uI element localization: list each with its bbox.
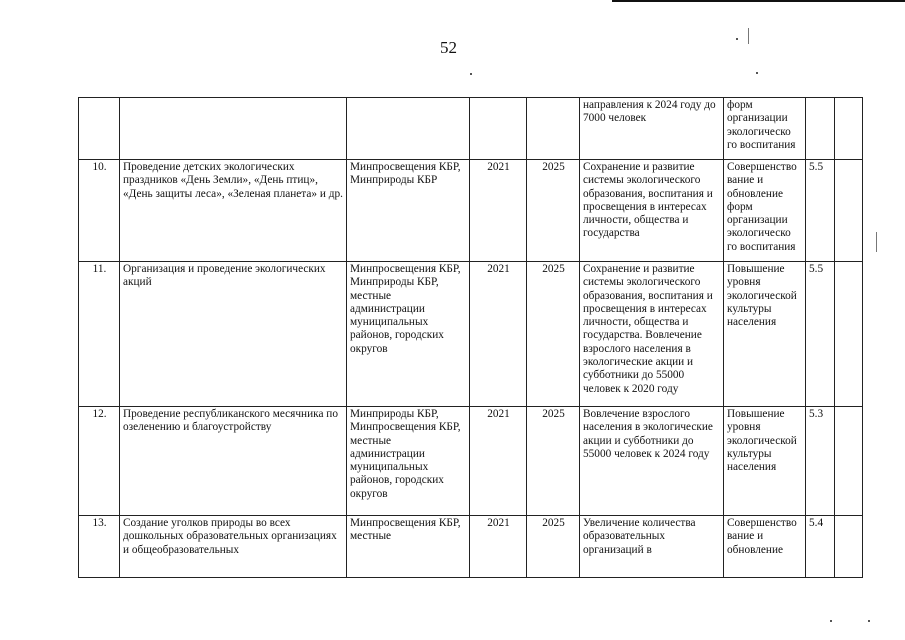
cell-start-year: 2021 [470, 516, 527, 578]
cell-end-year [527, 98, 580, 160]
cell-end-year: 2025 [527, 516, 580, 578]
table-row [79, 98, 863, 160]
scan-speck [736, 38, 738, 40]
cell-code [806, 98, 835, 160]
cell-executors: Минпросвещения КБР, местные [347, 516, 470, 578]
table-row [79, 262, 863, 407]
scan-mark [748, 28, 749, 44]
cell-empty [835, 160, 863, 262]
cell-end-year: 2025 [527, 160, 580, 262]
scan-speck [830, 620, 832, 622]
cell-empty [835, 516, 863, 578]
cell-executors [347, 98, 470, 160]
cell-activity: Организация и проведение экологических акций [120, 262, 347, 407]
cell-indicator: Совершенство вание и обновление [724, 516, 806, 578]
cell-result: Увеличение количества образовательных организаций в [580, 516, 724, 578]
cell-result: Сохранение и развитие системы экологического образования, воспитания и просвещения в интересах личности, общества и государства. Вовлечение взрослого населения в экологические акции и субботники до 55000 человек к 2020 году [580, 262, 724, 407]
cell-start-year [470, 98, 527, 160]
cell-code: 5.5 [806, 262, 835, 407]
top-rule [612, 0, 905, 2]
cell-result: Вовлечение взрослого населения в экологические акции и субботники до 55000 человек к 2024 году [580, 407, 724, 516]
scan-speck [868, 620, 870, 622]
cell-activity: Создание уголков природы во всех дошкольных образовательных организациях и общеобразовательных [120, 516, 347, 578]
cell-end-year: 2025 [527, 262, 580, 407]
cell-indicator: Повышение уровня экологической культуры населения [724, 407, 806, 516]
cell-end-year: 2025 [527, 407, 580, 516]
cell-indicator: Повышение уровня экологической культуры населения [724, 262, 806, 407]
cell-number: 11. [79, 262, 120, 407]
page-number: 52 [440, 38, 457, 57]
activities-table [78, 97, 863, 578]
table-row [79, 160, 863, 262]
cell-number: 12. [79, 407, 120, 516]
cell-number: 10. [79, 160, 120, 262]
scan-speck [756, 72, 758, 74]
cell-activity: Проведение детских экологических праздников «День Земли», «День птиц», «День защиты леса», «Зеленая планета» и др. [120, 160, 347, 262]
table-row [79, 516, 863, 578]
cell-number: 13. [79, 516, 120, 578]
cell-start-year: 2021 [470, 262, 527, 407]
cell-result: Сохранение и развитие системы экологического образования, воспитания и просвещения в интересах личности, общества и государства [580, 160, 724, 262]
scan-mark [876, 232, 877, 252]
cell-code: 5.5 [806, 160, 835, 262]
cell-code: 5.3 [806, 407, 835, 516]
cell-executors: Минпросвещения КБР, Минприроды КБР, местные администрации муниципальных районов, городских округов [347, 262, 470, 407]
cell-empty [835, 98, 863, 160]
cell-start-year: 2021 [470, 407, 527, 516]
cell-executors: Минприроды КБР, Минпросвещения КБР, местные администрации муниципальных районов, городских округов [347, 407, 470, 516]
scan-speck [470, 73, 472, 75]
cell-indicator: Совершенство вание и обновление форм организации экологическо го воспитания [724, 160, 806, 262]
cell-indicator: форм организации экологическо го воспитания [724, 98, 806, 160]
cell-empty [835, 262, 863, 407]
cell-executors: Минпросвещения КБР, Минприроды КБР [347, 160, 470, 262]
cell-activity: Проведение республиканского месячника по озеленению и благоустройству [120, 407, 347, 516]
cell-empty [835, 407, 863, 516]
cell-start-year: 2021 [470, 160, 527, 262]
cell-activity [120, 98, 347, 160]
cell-code: 5.4 [806, 516, 835, 578]
cell-number [79, 98, 120, 160]
cell-result: направления к 2024 году до 7000 человек [580, 98, 724, 160]
table-row [79, 407, 863, 516]
